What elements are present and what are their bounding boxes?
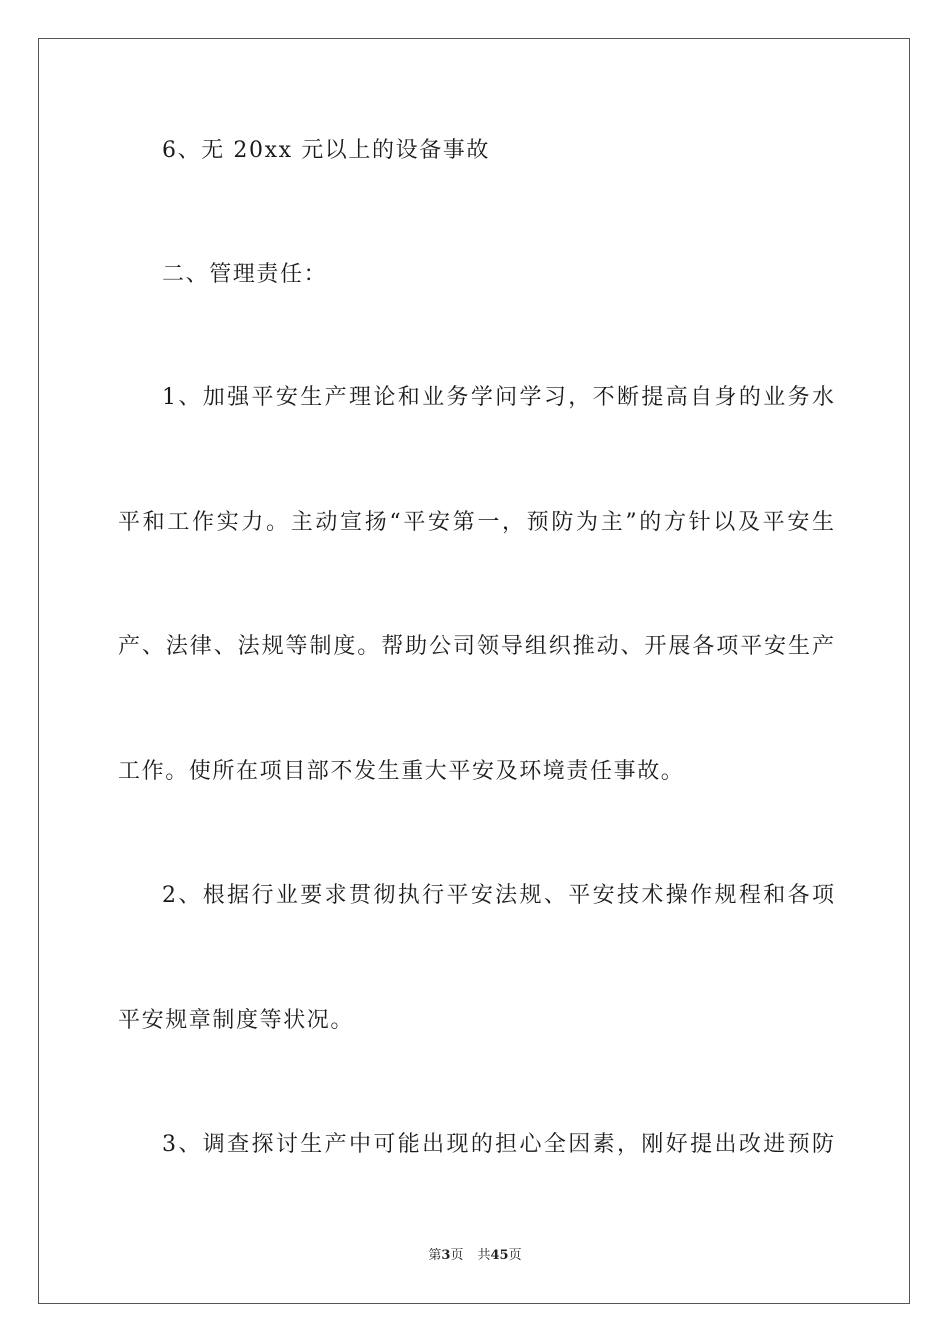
- text-line-item-1-cont-2: 产、法律、法规等制度。帮助公司领导组织推动、开展各项平安生产: [118, 634, 834, 659]
- footer-page-suffix: 页: [450, 1248, 464, 1263]
- text-line-item-6: 6、无 20xx 元以上的设备事故: [162, 138, 490, 163]
- text-line-item-2-end: 平安规章制度等状况。: [118, 1008, 355, 1033]
- footer-total-prefix: 共: [477, 1248, 491, 1263]
- footer-page-number: 3: [441, 1248, 451, 1263]
- footer-page-prefix: 第: [428, 1248, 442, 1263]
- footer-total-pages: 45: [490, 1248, 509, 1263]
- text-line-item-2-start: 2、根据行业要求贯彻执行平安法规、平安技术操作规程和各项: [162, 883, 834, 908]
- text-line-item-1-end: 工作。使所在项目部不发生重大平安及环境责任事故。: [118, 759, 685, 784]
- text-line-item-3-start: 3、调查探讨生产中可能出现的担心全因素，刚好提出改进预防: [162, 1132, 834, 1157]
- page-border: [38, 38, 910, 1304]
- text-line-item-1-start: 1、加强平安生产理论和业务学问学习，不断提高自身的业务水: [162, 385, 834, 410]
- section-heading-management-responsibility: 二、管理责任：: [162, 262, 328, 287]
- footer-total-suffix: 页: [508, 1248, 522, 1263]
- text-line-item-1-cont-1: 平和工作实力。主动宣扬“平安第一，预防为主”的方针以及平安生: [118, 510, 834, 535]
- page-footer: [0, 1247, 950, 1265]
